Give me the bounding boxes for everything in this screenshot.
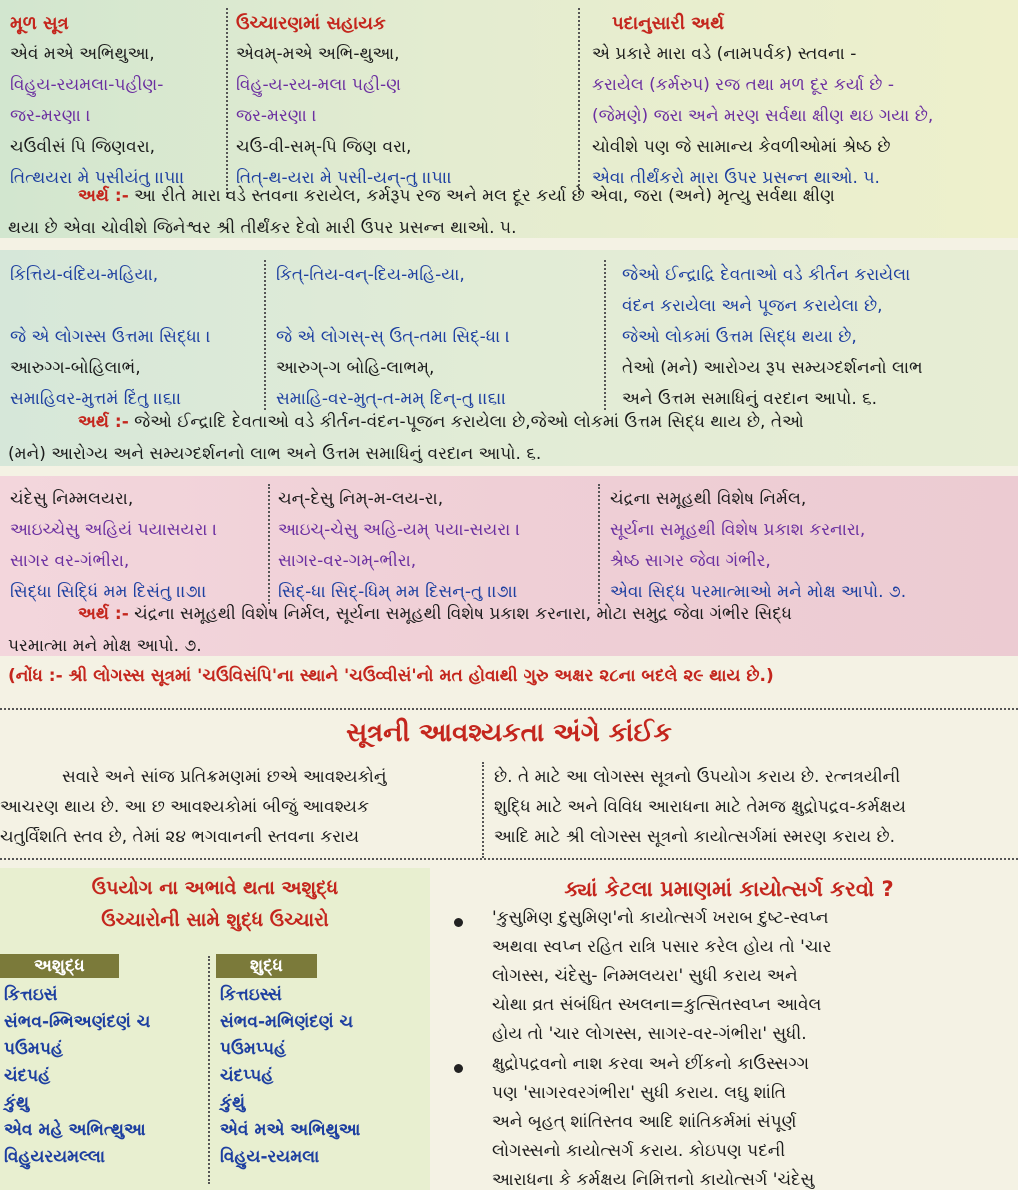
original-sutra-column (10, 484, 217, 608)
column-divider (268, 484, 270, 604)
guru-akshar-note: (નોંધ :- શ્રી લોગસ્સ સૂત્રમાં 'ચઉવિસંપિ'ના સ્થાને 'ચઉવ્વીસં'નો મત હોવાથી ગુરુ અક્ષર ૨૮ના બદલે ૨૯ થાય છે.) (8, 666, 774, 686)
pronunciation-line: સિદ્-ધા સિદ્-ધિમ્ મમ દિસન્-તુ ।।૭।। (278, 582, 518, 602)
column-header: ઉચ્ચારણમાં સહાયક (236, 13, 386, 34)
bullet-line: 'કુસુમિણ દુસુમિણ'નો કાયોત્સર્ગ ખરાબ દુષ્ટ-સ્વપ્ન (492, 908, 829, 928)
incorrect-word: ચંદપહં (4, 1066, 51, 1086)
sutra-line: સાગર વર-ગંભીરા, (10, 551, 130, 571)
correct-tag: શુદ્ધ (216, 954, 317, 978)
sutra-line: સિદ્ધા સિદ્ધિં મમ દિસંતુ ।।૭।। (10, 582, 207, 602)
column-header: પદાનુસારી અર્થ (612, 13, 725, 34)
verse-meaning (8, 180, 1010, 244)
sutra-line: કિત્તિય-વંદિય-મહિયા, (10, 265, 159, 285)
bullet-item (492, 904, 831, 1049)
correct-word: ચંદપ્પહં (220, 1066, 274, 1086)
pronunciation-line: આરુગ્-ગ બોહિ-લાભમ્, (276, 358, 435, 378)
column-divider (264, 260, 266, 410)
correct-word: પઉમપ્પહં (220, 1039, 287, 1059)
meaning-line: સૂર્યના સમૂહથી વિશેષ પ્રકાશ કરનારા, (610, 520, 866, 540)
pronunciation-line: ચઉ-વી-સમ્-પિ જિણ વરા, (236, 137, 412, 157)
meaning-text: જેઓ ઈન્દ્રાદિ દેવતાઓ વડે કીર્તન-વંદન-પૂજન કરાયેલા છે,જેઓ લોકમાં ઉત્તમ સિદ્ધ થાય છે, તેઓ (134, 412, 804, 432)
pronunciation-line: વિહુ-ય-રય-મલા પહી-ણ (236, 75, 401, 95)
incorrect-column (0, 954, 150, 1171)
meaning-text: થયા છે એવા ચોવીશે જિનેશ્વર શ્રી તીર્થંકર દેવો મારી ઉપર પ્રસન્ન થાઓ. ૫. (8, 218, 517, 238)
pronunciation-line: આઇચ્-ચેસુ અહિ-યમ્ પયા-સયરા । (278, 520, 521, 540)
pronunciation-column (278, 484, 520, 608)
meaning-label: અર્થ :- (78, 186, 129, 206)
bullet-line: લોગસ્સનો કાયોત્સર્ગ કરાય. કોઇપણ પદની (492, 1141, 786, 1161)
sutra-line: તિત્થયરા મે પસીયંતુ ।।૫।। (10, 168, 185, 188)
pronunciation-line: કિત્-તિય-વન્-દિય-મહિ-યા, (276, 265, 465, 285)
pronunciation-line: જર-મરણા । (236, 106, 317, 126)
verse-meaning (8, 406, 1010, 470)
paragraph-line: છે. તે માટે આ લોગસ્સ સૂત્રનો ઉપયોગ કરાય છે. રત્નત્રયીની (494, 767, 901, 787)
box-title: ક્યાં કેટલા પ્રમાણમાં કાયોત્સર્ગ કરવો ? (564, 877, 894, 901)
incorrect-word: પઉમપહં (4, 1039, 64, 1059)
bullet-icon (454, 1064, 463, 1073)
word-meaning-column (622, 260, 923, 415)
bullet-line: આરાધના કે કર્મક્ષય નિમિત્તનો કાયોત્સર્ગ 'ચંદેસુ (492, 1170, 815, 1190)
meaning-line: (જેમણે) જરા અને મરણ સર્વથા ક્ષીણ થઇ ગયા છે, (592, 106, 934, 126)
meaning-line: શ્રેષ્ઠ સાગર જેવા ગંભીર, (610, 551, 771, 571)
pronunciation-line: ચન્-દેસુ નિમ્-મ-લય-રા, (278, 489, 444, 509)
meaning-line: ચોવીશે પણ જે સામાન્ય કેવળીઓમાં શ્રેષ્ઠ છે (592, 137, 891, 157)
verse-meaning (8, 598, 1010, 662)
meaning-text: (મને) આરોગ્ય અને સમ્યગ્દર્શનનો લાભ અને ઉત્તમ સમાધિનું વરદાન આપો. ૬. (8, 444, 542, 464)
meaning-line: જેઓ લોકમાં ઉત્તમ સિદ્ધ થયા છે, (622, 327, 857, 347)
section-title: સૂત્રની આવશ્યકતા અંગે કાંઈક (346, 718, 672, 748)
paragraph-line: આચરણ થાય છે. આ છ આવશ્યકોમાં બીજું આવશ્યક (0, 797, 369, 817)
sutra-line: સમાહિવર-મુત્તમં દિંતુ ।।૬।। (10, 389, 182, 409)
incorrect-word: વિહુયરયમલ્લા (4, 1147, 106, 1167)
necessity-paragraph-left (0, 762, 476, 852)
verse-block-7 (0, 476, 1018, 656)
sutra-line: ચંદેસુ નિમ્મલયરા, (10, 489, 134, 509)
bullet-line: અને બૃહત્ શાંતિસ્તવ આદિ શાંતિકર્મમાં સંપૂર્ણ (492, 1112, 797, 1132)
meaning-text: આ રીતે મારા વડે સ્તવના કરાયેલ, કર્મરૂપ રજ અને મલ દૂર કર્યા છે એવા, જરા (અને) મૃત્યુ સર્વથા ક્ષીણ (134, 186, 835, 206)
pronunciation-column (276, 260, 510, 415)
paragraph-line: ચતુર્વિંશતિ સ્તવ છે, તેમાં ૨૪ ભગવાનની સ્તવના કરાય (0, 827, 360, 847)
meaning-label: અર્થ :- (78, 412, 129, 432)
meaning-line: ચંદ્રના સમૂહથી વિશેષ નિર્મલ, (610, 489, 807, 509)
meaning-line: વંદન કરાયેલા અને પૂજન કરાયેલા છે, (622, 296, 883, 316)
column-divider (482, 762, 484, 858)
meaning-line: જેઓ ઈન્દ્રાદ્રિ દેવતાઓ વડે કીર્તન કરાયેલા (622, 265, 911, 285)
correct-word: કિત્તઇસ્સં (220, 985, 282, 1005)
necessity-paragraph-right (494, 762, 1014, 852)
incorrect-word: સંભવ-મ્ભિઅણંદણં ચ (4, 1012, 151, 1032)
original-sutra-column (10, 8, 185, 194)
column-header: મૂળ સૂત્ર (10, 13, 69, 34)
meaning-line: એવા સિદ્ધ પરમાત્માઓ મને મોક્ષ આપો. ૭. (610, 582, 907, 602)
pronunciation-line: સમાહિ-વર-મુત્-ત-મમ્ દિન્-તુ ।।૬।। (276, 389, 507, 409)
sutra-line: ચઉવીસં પિ જિણવરા, (10, 137, 156, 157)
column-divider (604, 260, 606, 410)
section-divider (0, 858, 1018, 860)
sutra-line: એવં મએ અભિથુઆ, (10, 44, 155, 64)
bullet-icon (454, 918, 463, 927)
paragraph-line: શુદ્ધિ માટે અને વિવિધ આરાધના માટે તેમજ ક્ષુદ્રોપદ્રવ-કર્મક્ષય (494, 797, 906, 817)
original-sutra-column (10, 260, 211, 415)
incorrect-tag: અશુદ્ધ (0, 954, 119, 978)
paragraph-line: સવારે અને સાંજ પ્રતિક્રમણમાં છએ આવશ્યકોનું (62, 767, 387, 787)
meaning-text: ચંદ્રના સમૂહથી વિશેષ નિર્મલ, સૂર્યના સમૂહથી વિશેષ પ્રકાશ કરનારા, મોટા સમુદ્ર જેવા ગંભીર સિદ્ધ (134, 604, 793, 624)
bullet-line: લોગસ્સ, ચંદેસુ- નિમ્મલયરા' સુધી કરાય અને (492, 966, 798, 986)
sutra-line: આરુગ્ગ-બોહિલાભં, (10, 358, 141, 378)
correct-word: વિહુય-રયમલા (220, 1147, 320, 1167)
pronunciation-column (236, 8, 452, 194)
bullet-line: હોય તો 'ચાર લોગસ્સ, સાગર-વર-ગંભીરા' સુધી. (492, 1024, 807, 1044)
pronunciation-line: એવમ્-મએ અભિ-થુઆ, (236, 44, 400, 64)
meaning-line: એવા તીર્થંકરો મારા ઉપર પ્રસન્ન થાઓ. ૫. (592, 168, 880, 188)
sutra-line: આઇચ્ચેસુ અહિયં પયાસયરા । (10, 520, 218, 540)
sutra-line: જે એ લોગસ્સ ઉત્તમા સિદ્ધા । (10, 327, 211, 347)
meaning-line: તેઓ (મને) આરોગ્ય રૂપ સમ્યગ્દર્શનનો લાભ (622, 358, 923, 378)
kayotsarg-box (440, 868, 1018, 1190)
meaning-label: અર્થ :- (78, 604, 129, 624)
sutra-line-blank (10, 291, 211, 322)
column-divider (598, 484, 600, 604)
bullet-line: ચોથા વ્રત સંબંધિત સ્ખલના=કુત્સિતસ્વપ્ન આવેલ (492, 995, 822, 1015)
section-divider (0, 708, 1018, 710)
meaning-line: કરાયેલ (કર્મરુપ) રજ તથા મળ દૂર કર્યા છે - (592, 75, 894, 95)
pronunciation-line: તિત્-થ-યરા મે પસી-યન્-તુ ।।૫।। (236, 168, 452, 188)
correct-word: એવં મએ અભિથુઆ (220, 1120, 361, 1140)
sutra-line: જર-મરણા । (10, 106, 91, 126)
word-meaning-column (592, 8, 933, 194)
pronunciation-corrections-box (0, 868, 430, 1190)
bullet-line: ક્ષુદ્રોપદ્રવનો નાશ કરવા અને છીંકનો કાઉસ્સગ્ગ (492, 1054, 810, 1074)
column-divider (226, 8, 228, 198)
column-divider (578, 8, 580, 198)
box-title: ઉચ્ચારોની સામે શુદ્ધ ઉચ્ચારો (101, 909, 329, 931)
verse-block-5 (0, 0, 1018, 238)
meaning-text: પરમાત્મા મને મોક્ષ આપો. ૭. (8, 636, 202, 656)
bullet-item (492, 1050, 814, 1190)
meaning-line: અને ઉત્તમ સમાધિનું વરદાન આપો. ૬. (622, 389, 878, 409)
incorrect-word: એવ મહે અભિત્થુઆ (4, 1120, 146, 1140)
column-divider (208, 956, 210, 1184)
paragraph-line: આદિ માટે શ્રી લોગસ્સ સૂત્રનો કાયોત્સર્ગમાં સ્મરણ કરાય છે. (494, 827, 896, 847)
incorrect-word: કિત્તઇસં (4, 985, 58, 1005)
correct-word: સંભવ-મભિણંદણં ચ (220, 1012, 354, 1032)
pronunciation-line: સાગર-વર-ગમ્-ભીરા, (278, 551, 417, 571)
box-title: ઉપયોગ ના અભાવે થતા અશુદ્ધ (91, 877, 339, 899)
sutra-line: વિહુય-રયમલા-પહીણ- (10, 75, 164, 95)
verse-block-6 (0, 250, 1018, 466)
meaning-line: એ પ્રકારે મારા વડે (નામપર્વક) સ્તવના - (592, 44, 857, 64)
bullet-line: પણ 'સાગરવરગંભીરા' સુધી કરાય. લઘુ શાંતિ (492, 1083, 787, 1103)
correct-column (216, 954, 360, 1171)
pronunciation-line: જે એ લોગસ્-સ્ ઉત્-તમા સિદ્-ધા । (276, 327, 511, 347)
correct-word: કુંથું (220, 1093, 246, 1113)
bullet-line: અથવા સ્વપ્ન રહિત રાત્રિ પસાર કરેલ હોય તો 'ચાર (492, 937, 832, 957)
word-meaning-column (610, 484, 906, 608)
pronunciation-line-blank (276, 291, 510, 322)
incorrect-word: કુંથુ (4, 1093, 30, 1113)
